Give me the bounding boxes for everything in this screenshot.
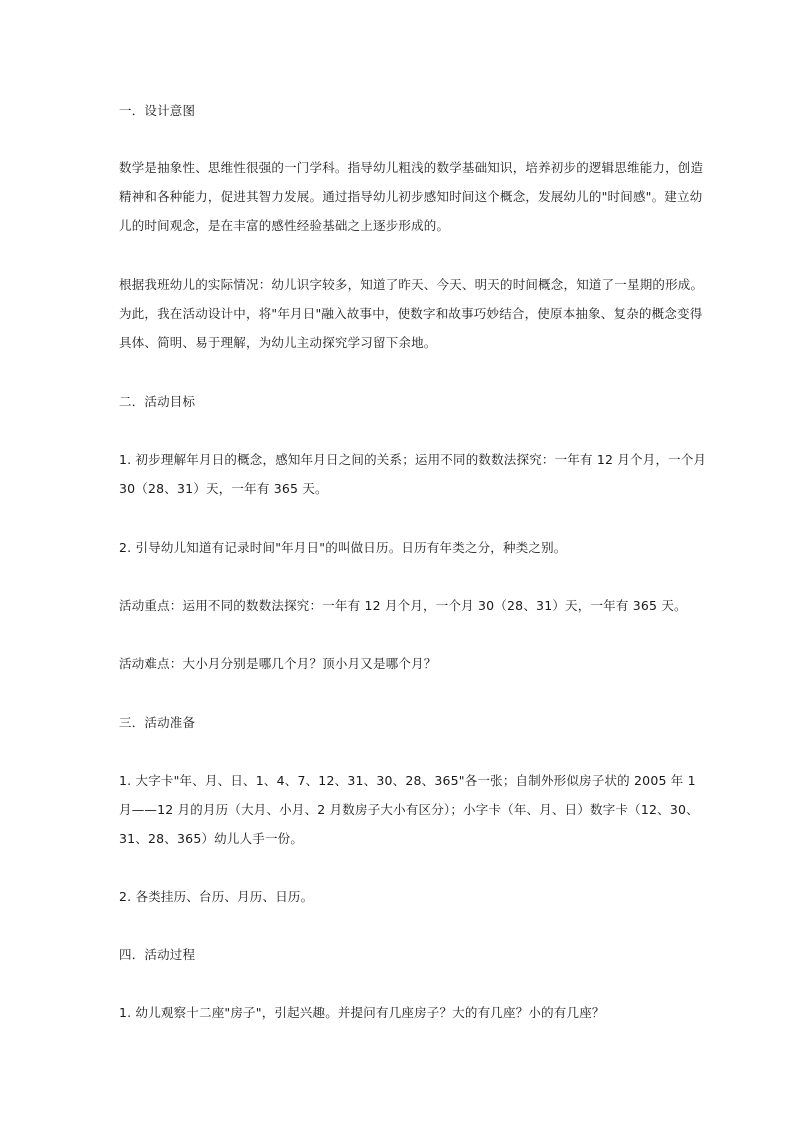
paragraph-line: 1. 初步理解年月日的概念，感知年月日之间的关系；运用不同的数数法探究：一年有 12 月个月，一个月	[119, 452, 707, 467]
paragraph-line: 活动重点：运用不同的数数法探究：一年有 12 月个月，一个月 30（28、31）天，一年有 365 天。	[119, 598, 687, 613]
paragraph-line: 2. 引导幼儿知道有记录时间"年月日"的叫做日历。日历有年类之分，种类之别。	[119, 540, 567, 555]
paragraph-line: 活动难点：大小月分别是哪几个月？顶小月又是哪个月？	[119, 656, 437, 671]
paragraph-line: 30（28、31）天，一年有 365 天。	[119, 481, 328, 496]
paragraph-line: 儿的时间观念，是在丰富的感性经验基础之上逐步形成的。	[119, 218, 450, 233]
section-heading-design-intent: 一．设计意图	[119, 103, 196, 118]
paragraph-line: 月——12 月的月历（大月、小月、2 月数房子大小有区分）；小字卡（年、月、日）数字卡（12、30、	[119, 802, 699, 817]
paragraph-line: 精神和各种能力，促进其智力发展。通过指导幼儿初步感知时间这个概念，发展幼儿的"时间感"。建立幼	[119, 189, 703, 204]
paragraph-line: 具体、简明、易于理解，为幼儿主动探究学习留下余地。	[119, 335, 437, 350]
paragraph-line: 为此，我在活动设计中，将"年月日"融入故事中，使数字和故事巧妙结合，使原本抽象、复杂的概念变得	[119, 306, 703, 321]
paragraph-line: 1. 大字卡"年、月、日、1、4、7、12、31、30、28、365"各一张；自制外形似房子状的 2005 年 1	[119, 773, 696, 788]
paragraph-line: 1. 幼儿观察十二座"房子"，引起兴趣。并提问有几座房子？大的有几座？小的有几座？	[119, 1005, 605, 1020]
section-heading-activity-goals: 二．活动目标	[119, 394, 196, 409]
section-heading-activity-process: 四．活动过程	[119, 947, 196, 962]
paragraph-line: 根据我班幼儿的实际情况：幼儿识字较多，知道了昨天、今天、明天的时间概念，知道了一星期的形成。	[119, 277, 704, 292]
paragraph-line: 数学是抽象性、思维性很强的一门学科。指导幼儿粗浅的数学基础知识，培养初步的逻辑思维能力，创造	[119, 160, 704, 175]
paragraph-line: 2. 各类挂历、台历、月历、日历。	[119, 889, 314, 904]
paragraph-line: 31、28、365）幼儿人手一份。	[119, 831, 304, 846]
section-heading-activity-preparation: 三．活动准备	[119, 715, 196, 730]
